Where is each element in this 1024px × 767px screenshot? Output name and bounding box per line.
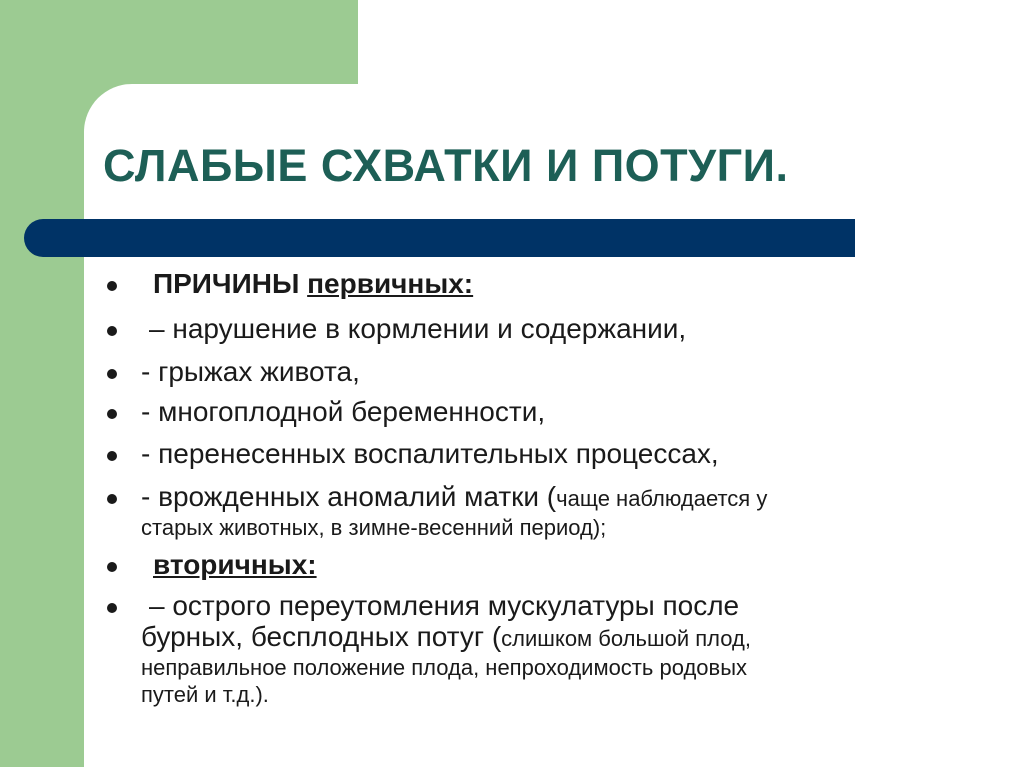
bullet-dot-icon bbox=[107, 281, 117, 291]
list-item-text: - грыжах живота, bbox=[141, 356, 360, 387]
list-item-note: путей и т.д.). bbox=[141, 682, 269, 707]
bullet-dot-icon bbox=[107, 369, 117, 379]
bullet-dot-icon bbox=[107, 409, 117, 419]
bullet-dot-icon bbox=[107, 494, 117, 504]
secondary-causes-label: вторичных: bbox=[153, 549, 317, 580]
list-item-note: слишком большой плод, bbox=[501, 626, 751, 651]
bullet-dot-icon bbox=[107, 326, 117, 336]
list-item-text: - врожденных аномалий матки ( bbox=[141, 481, 557, 512]
list-item-note: чаще наблюдается у bbox=[556, 486, 768, 511]
list-item-note: старых животных, в зимне-весенний период); bbox=[141, 515, 607, 540]
slide-title: СЛАБЫЕ СХВАТКИ И ПОТУГИ. bbox=[103, 140, 789, 191]
title-underline-bar bbox=[24, 219, 855, 257]
list-item-text: – острого переутомления мускулатуры после bbox=[149, 590, 740, 621]
list-item-note: неправильное положение плода, непроходимость родовых bbox=[141, 655, 748, 680]
primary-causes-label: первичных: bbox=[307, 268, 474, 299]
causes-heading: ПРИЧИНЫ bbox=[153, 268, 300, 299]
list-item-text: бурных, бесплодных потуг ( bbox=[141, 621, 502, 652]
list-item-text: – нарушение в кормлении и содержании, bbox=[149, 313, 687, 344]
list-item-text: - многоплодной беременности, bbox=[141, 396, 546, 427]
bullet-dot-icon bbox=[107, 562, 117, 572]
list-item-text: - перенесенных воспалительных процессах, bbox=[141, 438, 719, 469]
bullet-dot-icon bbox=[107, 451, 117, 461]
bullet-dot-icon bbox=[107, 603, 117, 613]
